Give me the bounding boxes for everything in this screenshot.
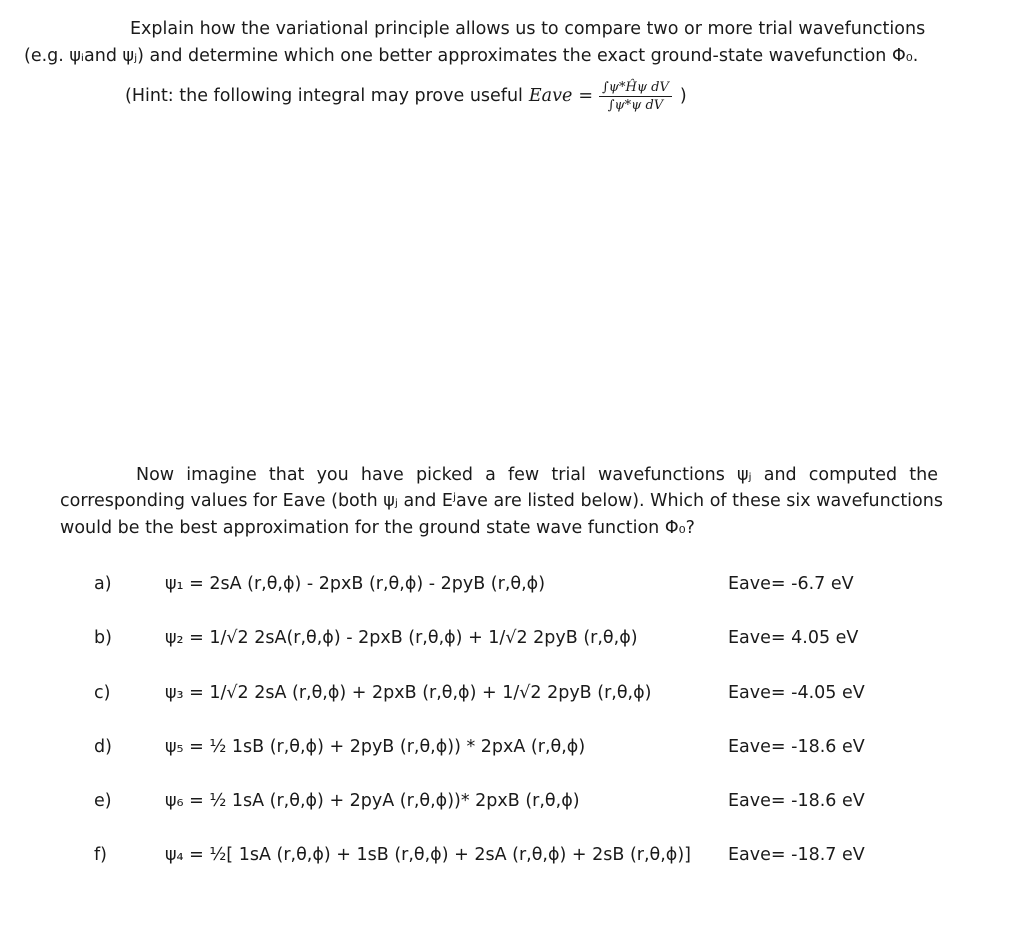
hint-close-paren: ): [679, 86, 687, 106]
option-e-label: e): [94, 791, 112, 811]
prompt-line-3: would be the best approximation for the ground state wave function Φ₀?: [60, 518, 695, 538]
prompt-line-2: corresponding values for Eave (both ψⱼ and Eʲave are listed below). Which of these six wavefunctions: [60, 491, 943, 511]
question-line-1: Explain how the variational principle allows us to compare two or more trial wavefunctions: [130, 19, 926, 39]
option-d-label: d): [94, 737, 112, 757]
prompt-line-1: Now imagine that you have picked a few trial wavefunctions ψⱼ and computed the: [136, 465, 938, 485]
option-f-formula: ψ₄ = ½[ 1sA (r,θ,ϕ) + 1sB (r,θ,ϕ) + 2sA (r,θ,ϕ) + 2sB (r,θ,ϕ)]: [165, 845, 692, 865]
option-f-energy: Eave= -18.7 eV: [728, 845, 865, 865]
option-b-label: b): [94, 628, 112, 648]
option-e-energy: Eave= -18.6 eV: [728, 791, 865, 811]
hint-lhs: Eave: [528, 86, 573, 106]
option-c-energy: Eave= -4.05 eV: [728, 683, 865, 703]
option-e-formula: ψ₆ = ½ 1sA (r,θ,ϕ) + 2pyA (r,θ,ϕ))* 2pxB (r,θ,ϕ): [165, 791, 580, 811]
hint-equals: =: [578, 86, 594, 106]
hint-fraction: [599, 80, 672, 113]
option-a-formula: ψ₁ = 2sA (r,θ,ϕ) - 2pxB (r,θ,ϕ) - 2pyB (r,θ,ϕ): [165, 574, 546, 594]
option-a-energy: Eave= -6.7 eV: [728, 574, 854, 594]
option-c-formula: ψ₃ = 1/√2 2sA (r,θ,ϕ) + 2pxB (r,θ,ϕ) + 1/√2 2pyB (r,θ,ϕ): [165, 683, 652, 703]
hint-numerator: ∫ψ*Ĥψ dV: [599, 80, 672, 97]
question-line-2: (e.g. ψᵢand ψⱼ) and determine which one better approximates the exact ground-state wavefunction Φ₀.: [24, 46, 919, 66]
hint-prefix: (Hint: the following integral may prove useful: [125, 86, 523, 106]
option-b-energy: Eave= 4.05 eV: [728, 628, 859, 648]
hint-line: [125, 76, 687, 116]
option-b-formula: ψ₂ = 1/√2 2sA(r,θ,ϕ) - 2pxB (r,θ,ϕ) + 1/√2 2pyB (r,θ,ϕ): [165, 628, 638, 648]
option-d-energy: Eave= -18.6 eV: [728, 737, 865, 757]
option-a-label: a): [94, 574, 112, 594]
option-d-formula: ψ₅ = ½ 1sB (r,θ,ϕ) + 2pyB (r,θ,ϕ)) * 2pxA (r,θ,ϕ): [165, 737, 586, 757]
hint-denominator: ∫ψ*ψ dV: [607, 97, 664, 113]
option-c-label: c): [94, 683, 111, 703]
option-f-label: f): [94, 845, 107, 865]
